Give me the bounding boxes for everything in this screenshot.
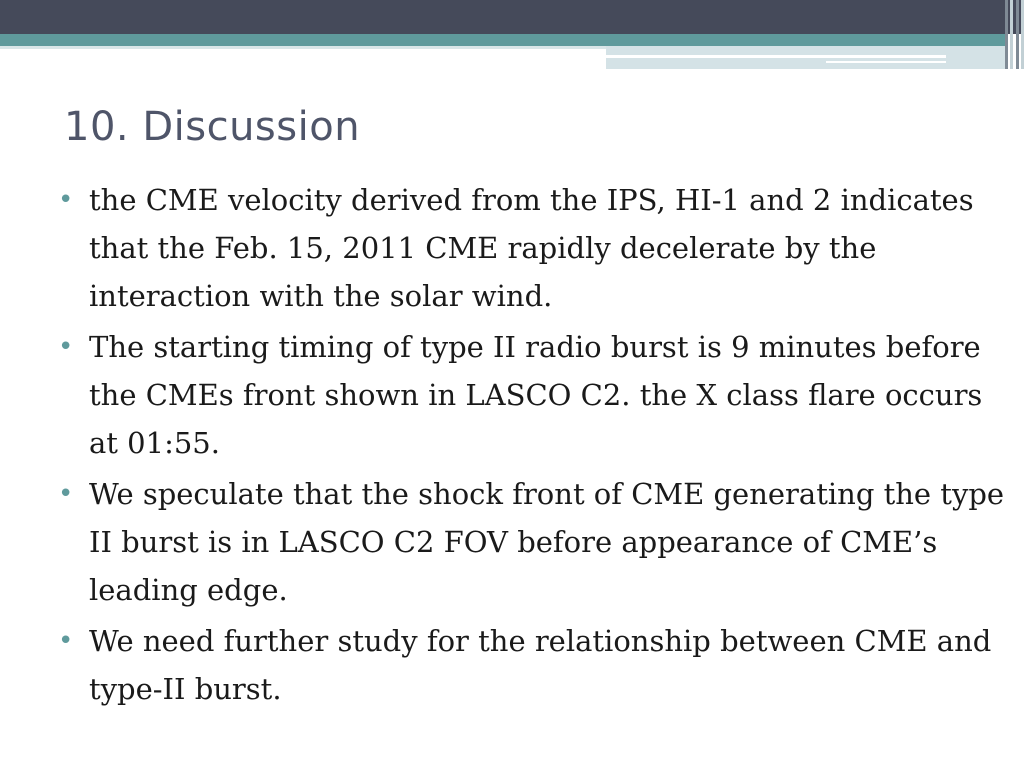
bullet-item [56, 323, 1006, 467]
header-teal-band [0, 34, 1005, 46]
bullet-text: The starting timing of type II radio burst is 9 minutes before the CMEs front shown in LASCO C2. the X class flare occurs at 01:55. [89, 330, 983, 460]
header-accent-line [606, 55, 946, 58]
bullet-item [56, 176, 1006, 320]
bullet-list [56, 176, 1006, 716]
slide-title: 10. Discussion [64, 104, 361, 150]
header-pale-line [0, 46, 606, 49]
bullet-icon: • [58, 332, 74, 362]
header-vertical-bars [1005, 0, 1024, 69]
bullet-item [56, 470, 1006, 614]
header-accent-line-short [826, 61, 946, 63]
bullet-icon: • [58, 626, 74, 656]
bullet-text: the CME velocity derived from the IPS, HI-1 and 2 indicates that the Feb. 15, 2011 CME rapidly decelerate by the interaction with the solar wind. [89, 183, 974, 313]
bullet-item [56, 617, 1006, 713]
bullet-text: We speculate that the shock front of CME generating the type II burst is in LASCO C2 FOV before appearance of CME’s leading edge. [89, 477, 1005, 607]
bullet-icon: • [58, 479, 74, 509]
bullet-icon: • [58, 185, 74, 215]
header-dark-band [0, 0, 1024, 34]
bullet-text: We need further study for the relationship between CME and type-II burst. [89, 624, 992, 706]
